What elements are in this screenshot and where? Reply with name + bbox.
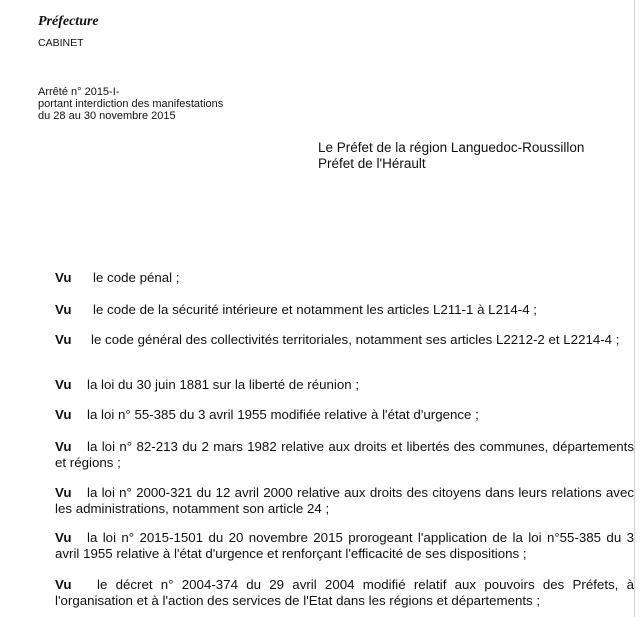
page-right-border bbox=[634, 0, 635, 617]
considerant-text: la loi n° 55-385 du 3 avril 1955 modifiée relative à l'état d'urgence ; bbox=[87, 407, 479, 422]
considerant-item bbox=[55, 530, 634, 561]
considerant-item bbox=[55, 377, 634, 393]
considerant-item bbox=[55, 302, 634, 318]
considerant-text: la loi n° 2015-1501 du 20 novembre 2015 prorogeant l'application de la loi n°55-385 du 3 avril 1955 relative à l'état d'urgence et renforçant l'efficacité de ses dispositions ; bbox=[55, 530, 634, 561]
cabinet-label: CABINET bbox=[38, 37, 84, 49]
issuer-block bbox=[318, 140, 584, 172]
vu-label: Vu bbox=[55, 377, 72, 392]
considerant-text: la loi du 30 juin 1881 sur la liberté de réunion ; bbox=[87, 377, 360, 392]
vu-label: Vu bbox=[55, 407, 72, 422]
considerant-item bbox=[55, 577, 634, 608]
considerant-item bbox=[55, 439, 634, 470]
considerant-text: la loi n° 2000-321 du 12 avril 2000 relative aux droits des citoyens dans leurs relations avec les administrations, notamment son article 24 ; bbox=[55, 485, 634, 516]
issuer-title: Le Préfet de la région Languedoc-Roussillon bbox=[318, 140, 585, 155]
vu-label: Vu bbox=[55, 270, 72, 285]
vu-label: Vu bbox=[55, 577, 72, 592]
arrete-number: Arrêté n° 2015-I- bbox=[38, 86, 120, 98]
vu-label: Vu bbox=[55, 302, 72, 317]
vu-label: Vu bbox=[55, 530, 72, 545]
vu-label: Vu bbox=[55, 439, 72, 454]
considerant-text: le code pénal ; bbox=[93, 270, 180, 285]
considerant-item bbox=[55, 407, 634, 423]
arrete-reference bbox=[38, 86, 223, 122]
arrete-subject: portant interdiction des manifestations bbox=[38, 98, 224, 110]
issuer-subtitle: Préfet de l'Hérault bbox=[318, 156, 426, 171]
considerant-item bbox=[55, 332, 634, 348]
considerant-item bbox=[55, 485, 634, 516]
prefecture-title: Préfecture bbox=[38, 14, 99, 29]
considerant-text: le décret n° 2004-374 du 29 avril 2004 modifié relatif aux pouvoirs des Préfets, à l'organisation et à l'action des services de l'Etat dans les régions et départements ; bbox=[55, 577, 634, 608]
considerant-item bbox=[55, 270, 634, 286]
vu-label: Vu bbox=[55, 332, 72, 347]
considerant-text: le code général des collectivités territoriales, notamment ses articles L2212-2 et L2214-4 ; bbox=[91, 332, 620, 347]
arrete-dates: du 28 au 30 novembre 2015 bbox=[38, 110, 176, 122]
considerant-text: le code de la sécurité intérieure et notamment les articles L211-1 à L214-4 ; bbox=[93, 302, 537, 317]
considerant-text: la loi n° 82-213 du 2 mars 1982 relative aux droits et libertés des communes, départements et régions ; bbox=[55, 439, 634, 470]
vu-label: Vu bbox=[55, 485, 72, 500]
